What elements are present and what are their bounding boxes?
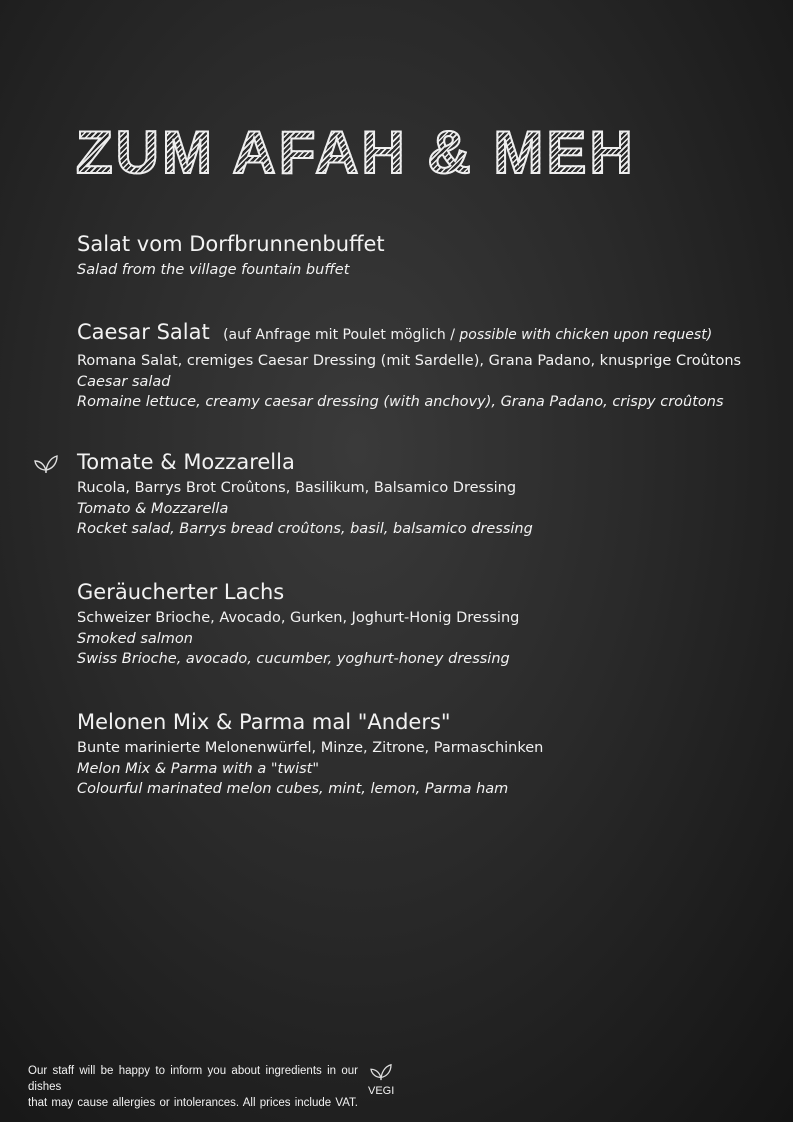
leaf-icon: [34, 453, 58, 475]
allergy-notice: [28, 1063, 358, 1111]
menu-item: [77, 579, 757, 669]
page-title: ZUM AFAH & MEH: [76, 119, 636, 186]
menu-item: [77, 319, 757, 412]
item-description-de: Bunte marinierte Melonenwürfel, Minze, Zitrone, Parmaschinken: [77, 740, 544, 756]
vegi-label: VEGI: [368, 1085, 395, 1097]
item-description-en: Colourful marinated melon cubes, mint, lemon, Parma ham: [77, 781, 509, 797]
allergy-notice-line: that may cause allergies or intolerances. All prices include VAT.: [28, 1097, 358, 1109]
allergy-notice-line: Our staff will be happy to inform you about ingredients in our dishes: [28, 1065, 358, 1093]
item-description-de: Schweizer Brioche, Avocado, Gurken, Joghurt-Honig Dressing: [77, 610, 520, 626]
item-name: Caesar Salat: [77, 320, 210, 344]
item-note-en: possible with chicken upon request): [459, 327, 713, 343]
item-note-de: (auf Anfrage mit Poulet möglich /: [223, 327, 460, 343]
item-english-title: Salad from the village fountain buffet: [77, 262, 350, 278]
item-name: Geräucherter Lachs: [77, 580, 285, 604]
item-description-de: Rucola, Barrys Brot Croûtons, Basilikum, Balsamico Dressing: [77, 480, 517, 496]
item-note: [223, 327, 712, 343]
item-english-title: Melon Mix & Parma with a "twist": [77, 761, 320, 777]
item-description-de: Romana Salat, cremiges Caesar Dressing (mit Sardelle), Grana Padano, knusprige Croûtons: [77, 353, 742, 369]
menu-item: [77, 709, 757, 799]
item-english-title: Caesar salad: [77, 374, 171, 390]
item-english-title: Smoked salmon: [77, 631, 193, 647]
item-description-en: Swiss Brioche, avocado, cucumber, yoghurt-honey dressing: [77, 651, 510, 667]
item-name: Melonen Mix & Parma mal "Anders": [77, 710, 451, 734]
item-name: Salat vom Dorfbrunnenbuffet: [77, 232, 385, 256]
item-description-en: Rocket salad, Barrys bread croûtons, basil, balsamico dressing: [77, 521, 533, 537]
menu-item: [77, 449, 757, 539]
leaf-icon: [368, 1062, 394, 1082]
item-english-title: Tomato & Mozzarella: [77, 501, 229, 517]
menu-item: [77, 231, 757, 280]
item-name: Tomate & Mozzarella: [77, 450, 295, 474]
vegi-legend: [368, 1062, 394, 1097]
item-description-en: Romaine lettuce, creamy caesar dressing (with anchovy), Grana Padano, crispy croûtons: [77, 394, 724, 410]
